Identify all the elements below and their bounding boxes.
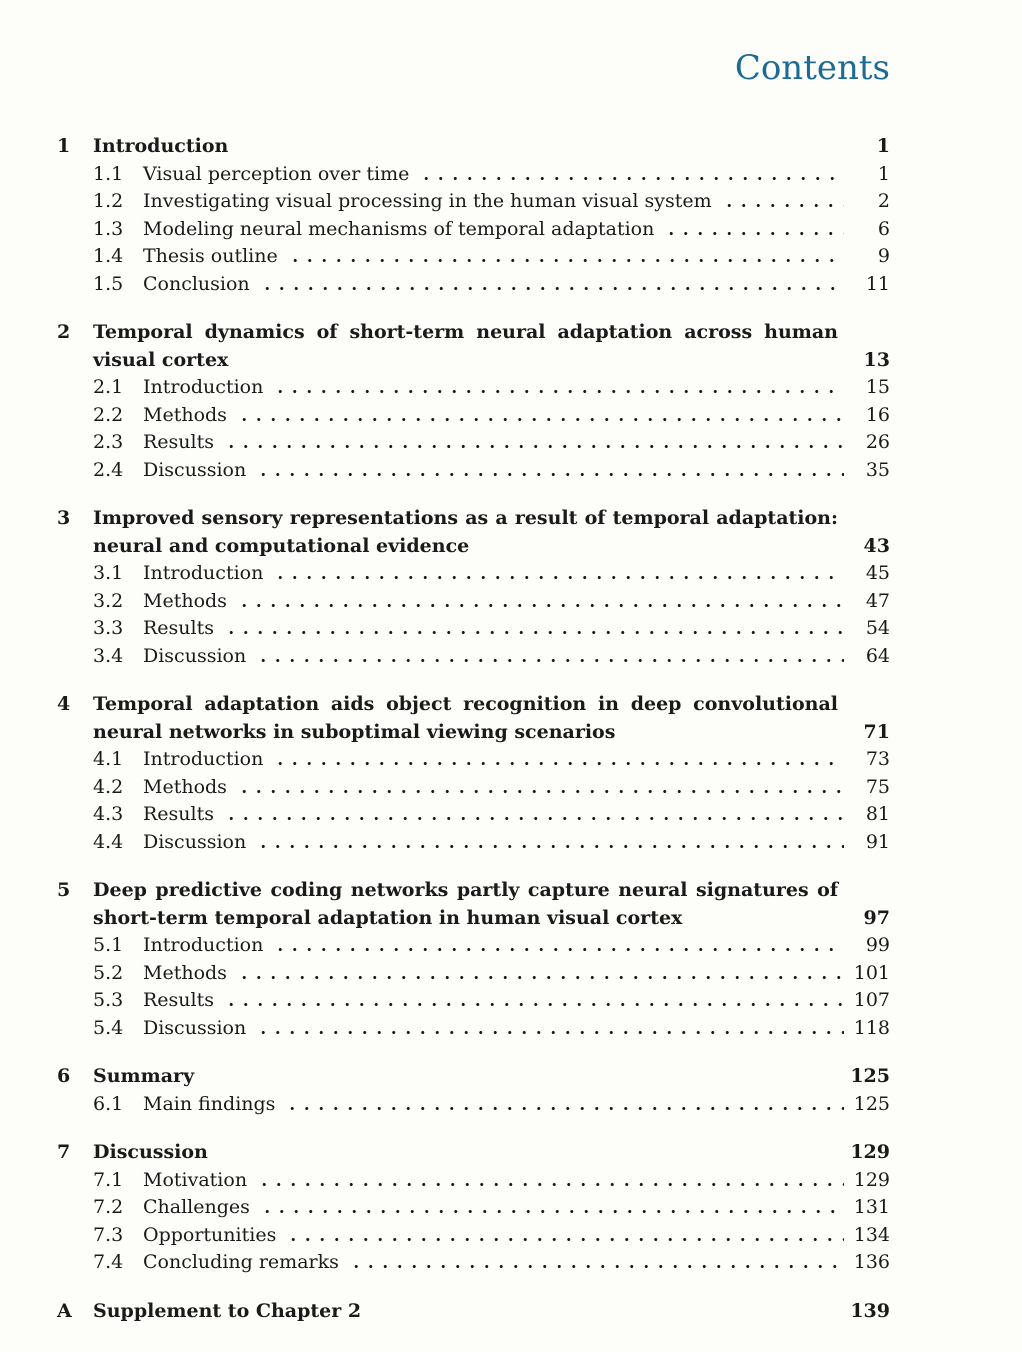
dotted-leader bbox=[237, 790, 844, 793]
dotted-leader bbox=[664, 232, 844, 235]
chapter-sections bbox=[57, 560, 890, 670]
chapter-title: Temporal adaptation aids object recognition in deep convolutional neural networks in suboptimal viewing scenarios bbox=[93, 693, 838, 743]
chapter-title: Introduction bbox=[93, 135, 229, 158]
section-number: 1.4 bbox=[93, 245, 124, 268]
section-page-number: 129 bbox=[853, 1168, 890, 1191]
section-number: 3.4 bbox=[93, 644, 124, 667]
section-title: Introduction bbox=[143, 748, 264, 771]
dotted-leader bbox=[224, 631, 844, 634]
chapter-title: Supplement to Chapter 2 bbox=[93, 1299, 362, 1322]
section-page-number: 73 bbox=[865, 748, 890, 771]
section-title: Discussion bbox=[143, 830, 247, 853]
section-number: 2.4 bbox=[93, 458, 124, 481]
section-title: Discussion bbox=[143, 1016, 247, 1039]
dotted-leader bbox=[273, 576, 844, 579]
toc-section-row bbox=[93, 987, 890, 1015]
chapter-page-number: 71 bbox=[863, 720, 890, 743]
toc-section-row bbox=[93, 271, 890, 299]
dotted-leader bbox=[256, 659, 844, 662]
section-page-number: 125 bbox=[853, 1092, 890, 1115]
section-page-number: 47 bbox=[865, 589, 890, 612]
section-page-number: 16 bbox=[865, 403, 890, 426]
section-page-number: 134 bbox=[853, 1223, 890, 1246]
section-page-number: 1 bbox=[877, 162, 890, 185]
section-title: Modeling neural mechanisms of temporal adaptation bbox=[143, 217, 655, 240]
toc-chapter-group bbox=[57, 319, 890, 484]
dotted-leader bbox=[256, 845, 844, 848]
section-title: Methods bbox=[143, 589, 227, 612]
dotted-leader bbox=[288, 259, 844, 262]
section-number: 2.3 bbox=[93, 431, 124, 454]
toc-section-row bbox=[93, 1015, 890, 1043]
toc-section-row bbox=[93, 216, 890, 244]
toc-section-row bbox=[93, 1194, 890, 1222]
toc-section-row bbox=[93, 374, 890, 402]
section-title: Results bbox=[143, 431, 214, 454]
dotted-leader bbox=[419, 177, 844, 180]
chapter-number: 4 bbox=[57, 693, 71, 716]
chapter-number: 2 bbox=[57, 321, 71, 344]
chapter-sections bbox=[57, 161, 890, 299]
section-page-number: 118 bbox=[853, 1016, 890, 1039]
section-page-number: 75 bbox=[865, 775, 890, 798]
toc-section-row bbox=[93, 960, 890, 988]
section-page-number: 35 bbox=[865, 458, 890, 481]
chapter-page-number: 129 bbox=[850, 1141, 890, 1164]
section-page-number: 107 bbox=[853, 989, 890, 1012]
chapter-title: Temporal dynamics of short-term neural adaptation across human visual cortex bbox=[93, 321, 838, 371]
chapter-title: Improved sensory representations as a result of temporal adaptation: neural and computational evidence bbox=[93, 507, 838, 557]
section-title: Methods bbox=[143, 775, 227, 798]
section-number: 7.3 bbox=[93, 1223, 124, 1246]
document-page bbox=[57, 50, 890, 1325]
section-title: Methods bbox=[143, 403, 227, 426]
section-title: Investigating visual processing in the human visual system bbox=[143, 190, 712, 213]
dotted-leader bbox=[722, 204, 844, 207]
section-number: 5.2 bbox=[93, 961, 124, 984]
toc-section-row bbox=[93, 643, 890, 671]
dotted-leader bbox=[237, 976, 844, 979]
section-title: Discussion bbox=[143, 458, 247, 481]
section-title: Results bbox=[143, 803, 214, 826]
toc-chapter-group bbox=[57, 133, 890, 298]
chapter-page-number: 13 bbox=[863, 348, 890, 371]
chapter-number: 7 bbox=[57, 1141, 71, 1164]
chapter-page-number: 97 bbox=[863, 906, 890, 929]
section-title: Introduction bbox=[143, 562, 264, 585]
chapter-number: 5 bbox=[57, 879, 71, 902]
section-title: Results bbox=[143, 989, 214, 1012]
dotted-leader bbox=[260, 1210, 844, 1213]
dotted-leader bbox=[224, 817, 844, 820]
dotted-leader bbox=[224, 1003, 844, 1006]
toc-chapter-row bbox=[57, 1298, 890, 1326]
section-page-number: 6 bbox=[877, 217, 890, 240]
toc-chapter-group bbox=[57, 1139, 890, 1277]
chapter-page-number: 1 bbox=[876, 135, 890, 158]
toc-chapter-row bbox=[57, 877, 890, 932]
toc-section-row bbox=[93, 615, 890, 643]
dotted-leader bbox=[224, 445, 844, 448]
section-number: 5.3 bbox=[93, 989, 124, 1012]
page-title: Contents bbox=[734, 48, 890, 88]
section-number: 3.1 bbox=[93, 562, 124, 585]
toc-section-row bbox=[93, 1091, 890, 1119]
chapter-page-number: 139 bbox=[850, 1299, 890, 1322]
toc-section-row bbox=[93, 829, 890, 857]
section-number: 7.1 bbox=[93, 1168, 124, 1191]
dotted-leader bbox=[237, 418, 844, 421]
chapter-number: 1 bbox=[57, 135, 71, 158]
section-page-number: 81 bbox=[865, 803, 890, 826]
chapter-page-number: 125 bbox=[850, 1065, 890, 1088]
chapter-number: 6 bbox=[57, 1065, 71, 1088]
dotted-leader bbox=[237, 604, 844, 607]
dotted-leader bbox=[349, 1265, 844, 1268]
toc-chapter-group bbox=[57, 1063, 890, 1118]
chapter-sections bbox=[57, 932, 890, 1042]
toc-chapter-group bbox=[57, 691, 890, 856]
dotted-leader bbox=[273, 948, 844, 951]
toc-section-row bbox=[93, 161, 890, 189]
section-title: Concluding remarks bbox=[143, 1251, 339, 1274]
section-number: 5.4 bbox=[93, 1016, 124, 1039]
dotted-leader bbox=[257, 1183, 844, 1186]
section-number: 1.2 bbox=[93, 190, 124, 213]
chapter-title: Deep predictive coding networks partly capture neural signatures of short-term temporal adaptation in human visual cortex bbox=[93, 879, 838, 929]
dotted-leader bbox=[273, 762, 844, 765]
section-title: Introduction bbox=[143, 934, 264, 957]
dotted-leader bbox=[256, 473, 844, 476]
toc-chapter-group bbox=[57, 1298, 890, 1326]
dotted-leader bbox=[260, 287, 844, 290]
section-title: Conclusion bbox=[143, 272, 250, 295]
section-title: Results bbox=[143, 617, 214, 640]
section-number: 4.3 bbox=[93, 803, 124, 826]
toc-chapter-row bbox=[57, 691, 890, 746]
section-title: Challenges bbox=[143, 1196, 250, 1219]
toc-section-row bbox=[93, 429, 890, 457]
toc-chapter-row bbox=[57, 1063, 890, 1091]
section-title: Visual perception over time bbox=[143, 162, 410, 185]
dotted-leader bbox=[286, 1238, 844, 1241]
section-number: 3.2 bbox=[93, 589, 124, 612]
section-number: 2.2 bbox=[93, 403, 124, 426]
chapter-sections bbox=[57, 746, 890, 856]
section-page-number: 11 bbox=[865, 272, 890, 295]
section-page-number: 64 bbox=[865, 644, 890, 667]
section-number: 3.3 bbox=[93, 617, 124, 640]
section-title: Methods bbox=[143, 961, 227, 984]
section-page-number: 15 bbox=[865, 376, 890, 399]
section-page-number: 2 bbox=[877, 190, 890, 213]
dotted-leader bbox=[273, 390, 844, 393]
toc-chapter-row bbox=[57, 1139, 890, 1167]
section-number: 6.1 bbox=[93, 1092, 124, 1115]
section-page-number: 99 bbox=[865, 934, 890, 957]
section-number: 7.2 bbox=[93, 1196, 124, 1219]
section-number: 4.2 bbox=[93, 775, 124, 798]
chapter-sections bbox=[57, 1167, 890, 1277]
table-of-contents bbox=[57, 133, 890, 1325]
chapter-title: Discussion bbox=[93, 1141, 208, 1164]
section-title: Motivation bbox=[143, 1168, 248, 1191]
section-number: 1.5 bbox=[93, 272, 124, 295]
section-page-number: 45 bbox=[865, 562, 890, 585]
toc-section-row bbox=[93, 457, 890, 485]
section-page-number: 101 bbox=[853, 961, 890, 984]
section-number: 5.1 bbox=[93, 934, 124, 957]
section-page-number: 54 bbox=[865, 617, 890, 640]
dotted-leader bbox=[256, 1031, 844, 1034]
toc-chapter-row bbox=[57, 133, 890, 161]
section-page-number: 136 bbox=[853, 1251, 890, 1274]
toc-chapter-group bbox=[57, 877, 890, 1042]
section-title: Discussion bbox=[143, 644, 247, 667]
toc-section-row bbox=[93, 746, 890, 774]
chapter-sections bbox=[57, 374, 890, 484]
section-number: 1.3 bbox=[93, 217, 124, 240]
section-title: Main findings bbox=[143, 1092, 276, 1115]
section-number: 4.1 bbox=[93, 748, 124, 771]
toc-chapter-row bbox=[57, 505, 890, 560]
toc-section-row bbox=[93, 801, 890, 829]
section-number: 1.1 bbox=[93, 162, 124, 185]
toc-chapter-group bbox=[57, 505, 890, 670]
toc-chapter-row bbox=[57, 319, 890, 374]
section-number: 4.4 bbox=[93, 830, 124, 853]
section-title: Introduction bbox=[143, 376, 264, 399]
toc-section-row bbox=[93, 560, 890, 588]
toc-section-row bbox=[93, 932, 890, 960]
section-page-number: 26 bbox=[865, 431, 890, 454]
chapter-number: 3 bbox=[57, 507, 71, 530]
section-number: 7.4 bbox=[93, 1251, 124, 1274]
section-page-number: 91 bbox=[865, 830, 890, 853]
toc-section-row bbox=[93, 402, 890, 430]
toc-section-row bbox=[93, 1167, 890, 1195]
chapter-page-number: 43 bbox=[863, 534, 890, 557]
chapter-title: Summary bbox=[93, 1065, 195, 1088]
toc-section-row bbox=[93, 243, 890, 271]
dotted-leader bbox=[285, 1107, 844, 1110]
section-title: Opportunities bbox=[143, 1223, 277, 1246]
section-number: 2.1 bbox=[93, 376, 124, 399]
section-page-number: 9 bbox=[877, 245, 890, 268]
toc-section-row bbox=[93, 588, 890, 616]
section-page-number: 131 bbox=[853, 1196, 890, 1219]
section-title: Thesis outline bbox=[143, 245, 278, 268]
toc-section-row bbox=[93, 1222, 890, 1250]
toc-section-row bbox=[93, 188, 890, 216]
toc-section-row bbox=[93, 1249, 890, 1277]
chapter-number: A bbox=[57, 1299, 72, 1322]
chapter-sections bbox=[57, 1091, 890, 1119]
toc-section-row bbox=[93, 774, 890, 802]
